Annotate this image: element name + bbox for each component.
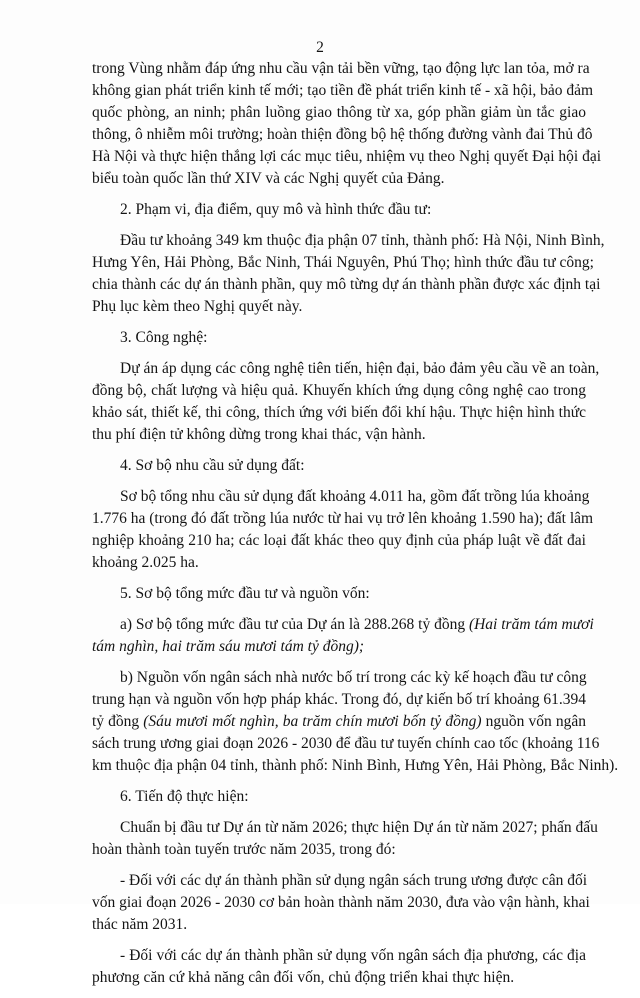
text-line: 6. Tiến độ thực hiện: [120,788,249,805]
text-line: trong Vùng nhằm đáp ứng nhu cầu vận tải bền vững, tạo động lực lan tỏa, mở ra [92,60,590,77]
text-line: Dự án áp dụng các công nghệ tiên tiến, hiện đại, bảo đảm yêu cầu về an toàn, [120,360,600,377]
text-line: Hưng Yên, Hải Phòng, Bắc Ninh, Thái Nguyên, Phú Thọ; hình thức đầu tư công; [92,254,594,271]
text-line: - Đối với các dự án thành phần sử dụng ngân sách trung ương được cân đối [120,872,588,889]
text-line: a) Sơ bộ tổng mức đầu tư của Dự án là 288.268 tỷ đồng (Hai trăm tám mươi [120,616,594,633]
text-line: km thuộc địa phận 04 tỉnh, thành phố: Ninh Bình, Hưng Yên, Hải Phòng, Bắc Ninh). [92,757,619,774]
text-line: thu phí điện tử không dừng trong khai thác, vận hành. [92,426,426,443]
text-line: chia thành các dự án thành phần, quy mô từng dự án thành phần được xác định tại [92,276,601,293]
paragraph-section-5a [92,614,594,658]
text-line: - Đối với các dự án thành phần sử dụng vốn ngân sách địa phương, các địa [120,947,586,964]
paragraph-section-4-heading [92,455,586,477]
text-line: phương căn cứ khả năng cân đối vốn, chủ động triển khai thực hiện. [92,969,515,986]
text-line: tám nghìn, hai trăm sáu mươi tám tỷ đồng); [92,638,365,655]
text-line: tỷ đồng (Sáu mươi mốt nghìn, ba trăm chín mươi bốn tỷ đồng) nguồn vốn ngân [92,713,586,730]
text-line: 1.776 ha (trong đó đất trồng lúa nước từ hai vụ trở lên khoảng 1.590 ha); đất lâm [92,510,594,527]
document-body [92,58,619,998]
paragraph-section-6-heading [92,786,586,808]
text-line: Chuẩn bị đầu tư Dự án từ năm 2026; thực hiện Dự án từ năm 2027; phấn đấu [120,819,598,836]
text-line: thông, ô nhiễm môi trường; hoàn thiện đồng bộ hệ thống đường vành đai Thủ đô [92,126,593,143]
text-line: 4. Sơ bộ nhu cầu sử dụng đất: [120,457,305,474]
text-line: Sơ bộ tổng nhu cầu sử dụng đất khoảng 4.011 ha, gồm đất trồng lúa khoảng [120,488,590,505]
paragraph-intro-continuation [92,58,602,190]
text-line: b) Nguồn vốn ngân sách nhà nước bố trí trong các kỳ kế hoạch đầu tư công [120,669,587,686]
text-line: sách trung ương giai đoạn 2026 - 2030 để đầu tư tuyến chính cao tốc (khoảng 116 [92,735,600,752]
text-line: trung hạn và nguồn vốn hợp pháp khác. Trong đó, dự kiến bố trí khoảng 61.394 [92,691,586,708]
text-line: biểu toàn quốc lần thứ XIV và các Nghị quyết của Đảng. [92,170,445,187]
text-line: 5. Sơ bộ tổng mức đầu tư và nguồn vốn: [120,585,370,602]
paragraph-section-6-bullet-1 [92,870,590,936]
text-line: khoảng 2.025 ha. [92,554,199,571]
text-line: quốc phòng, an ninh; phân luồng giao thông từ xa, góp phần giảm ùn tắc giao [92,104,586,121]
text-line: nghiệp khoảng 210 ha; các loại đất khác theo quy định của pháp luật về đất đai [92,532,586,549]
text-line: vốn giai đoạn 2026 - 2030 cơ bản hoàn thành năm 2030, đưa vào vận hành, khai [92,894,590,911]
paragraph-section-3-heading [92,327,586,349]
text-line: thác năm 2031. [92,916,188,933]
paragraph-section-6-bullet-2 [92,945,586,989]
text-line: 3. Công nghệ: [120,329,208,346]
text-line: đồng bộ, chất lượng và hiệu quả. Khuyến khích ứng dụng công nghệ cao trong [92,382,586,399]
page-number: 2 [316,39,324,56]
text-line: hoàn thành toàn tuyến trước năm 2035, trong đó: [92,841,396,858]
text-line: Phụ lục kèm theo Nghị quyết này. [92,298,303,315]
paragraph-section-4-body [92,486,594,574]
paragraph-section-6-body [92,817,598,861]
text-line: Hà Nội và thực hiện thắng lợi các mục tiêu, nhiệm vụ theo Nghị quyết Đại hội đại [92,148,602,165]
text-line: khảo sát, thiết kế, thi công, thích ứng với biến đổi khí hậu. Thực hiện hình thức [92,404,586,421]
paragraph-section-5-heading [92,583,586,605]
text-line: không gian phát triển kinh tế mới; tạo tiền đề phát triển kinh tế - xã hội, bảo đảm [92,82,594,99]
paragraph-section-3-body [92,358,600,446]
text-line: 2. Phạm vi, địa điểm, quy mô và hình thức đầu tư: [120,201,432,218]
text-line: Đầu tư khoảng 349 km thuộc địa phận 07 tỉnh, thành phố: Hà Nội, Ninh Bình, [120,232,605,249]
paragraph-section-2-heading [92,199,586,221]
paragraph-section-2-body [92,230,605,318]
paragraph-section-5b [92,667,619,777]
